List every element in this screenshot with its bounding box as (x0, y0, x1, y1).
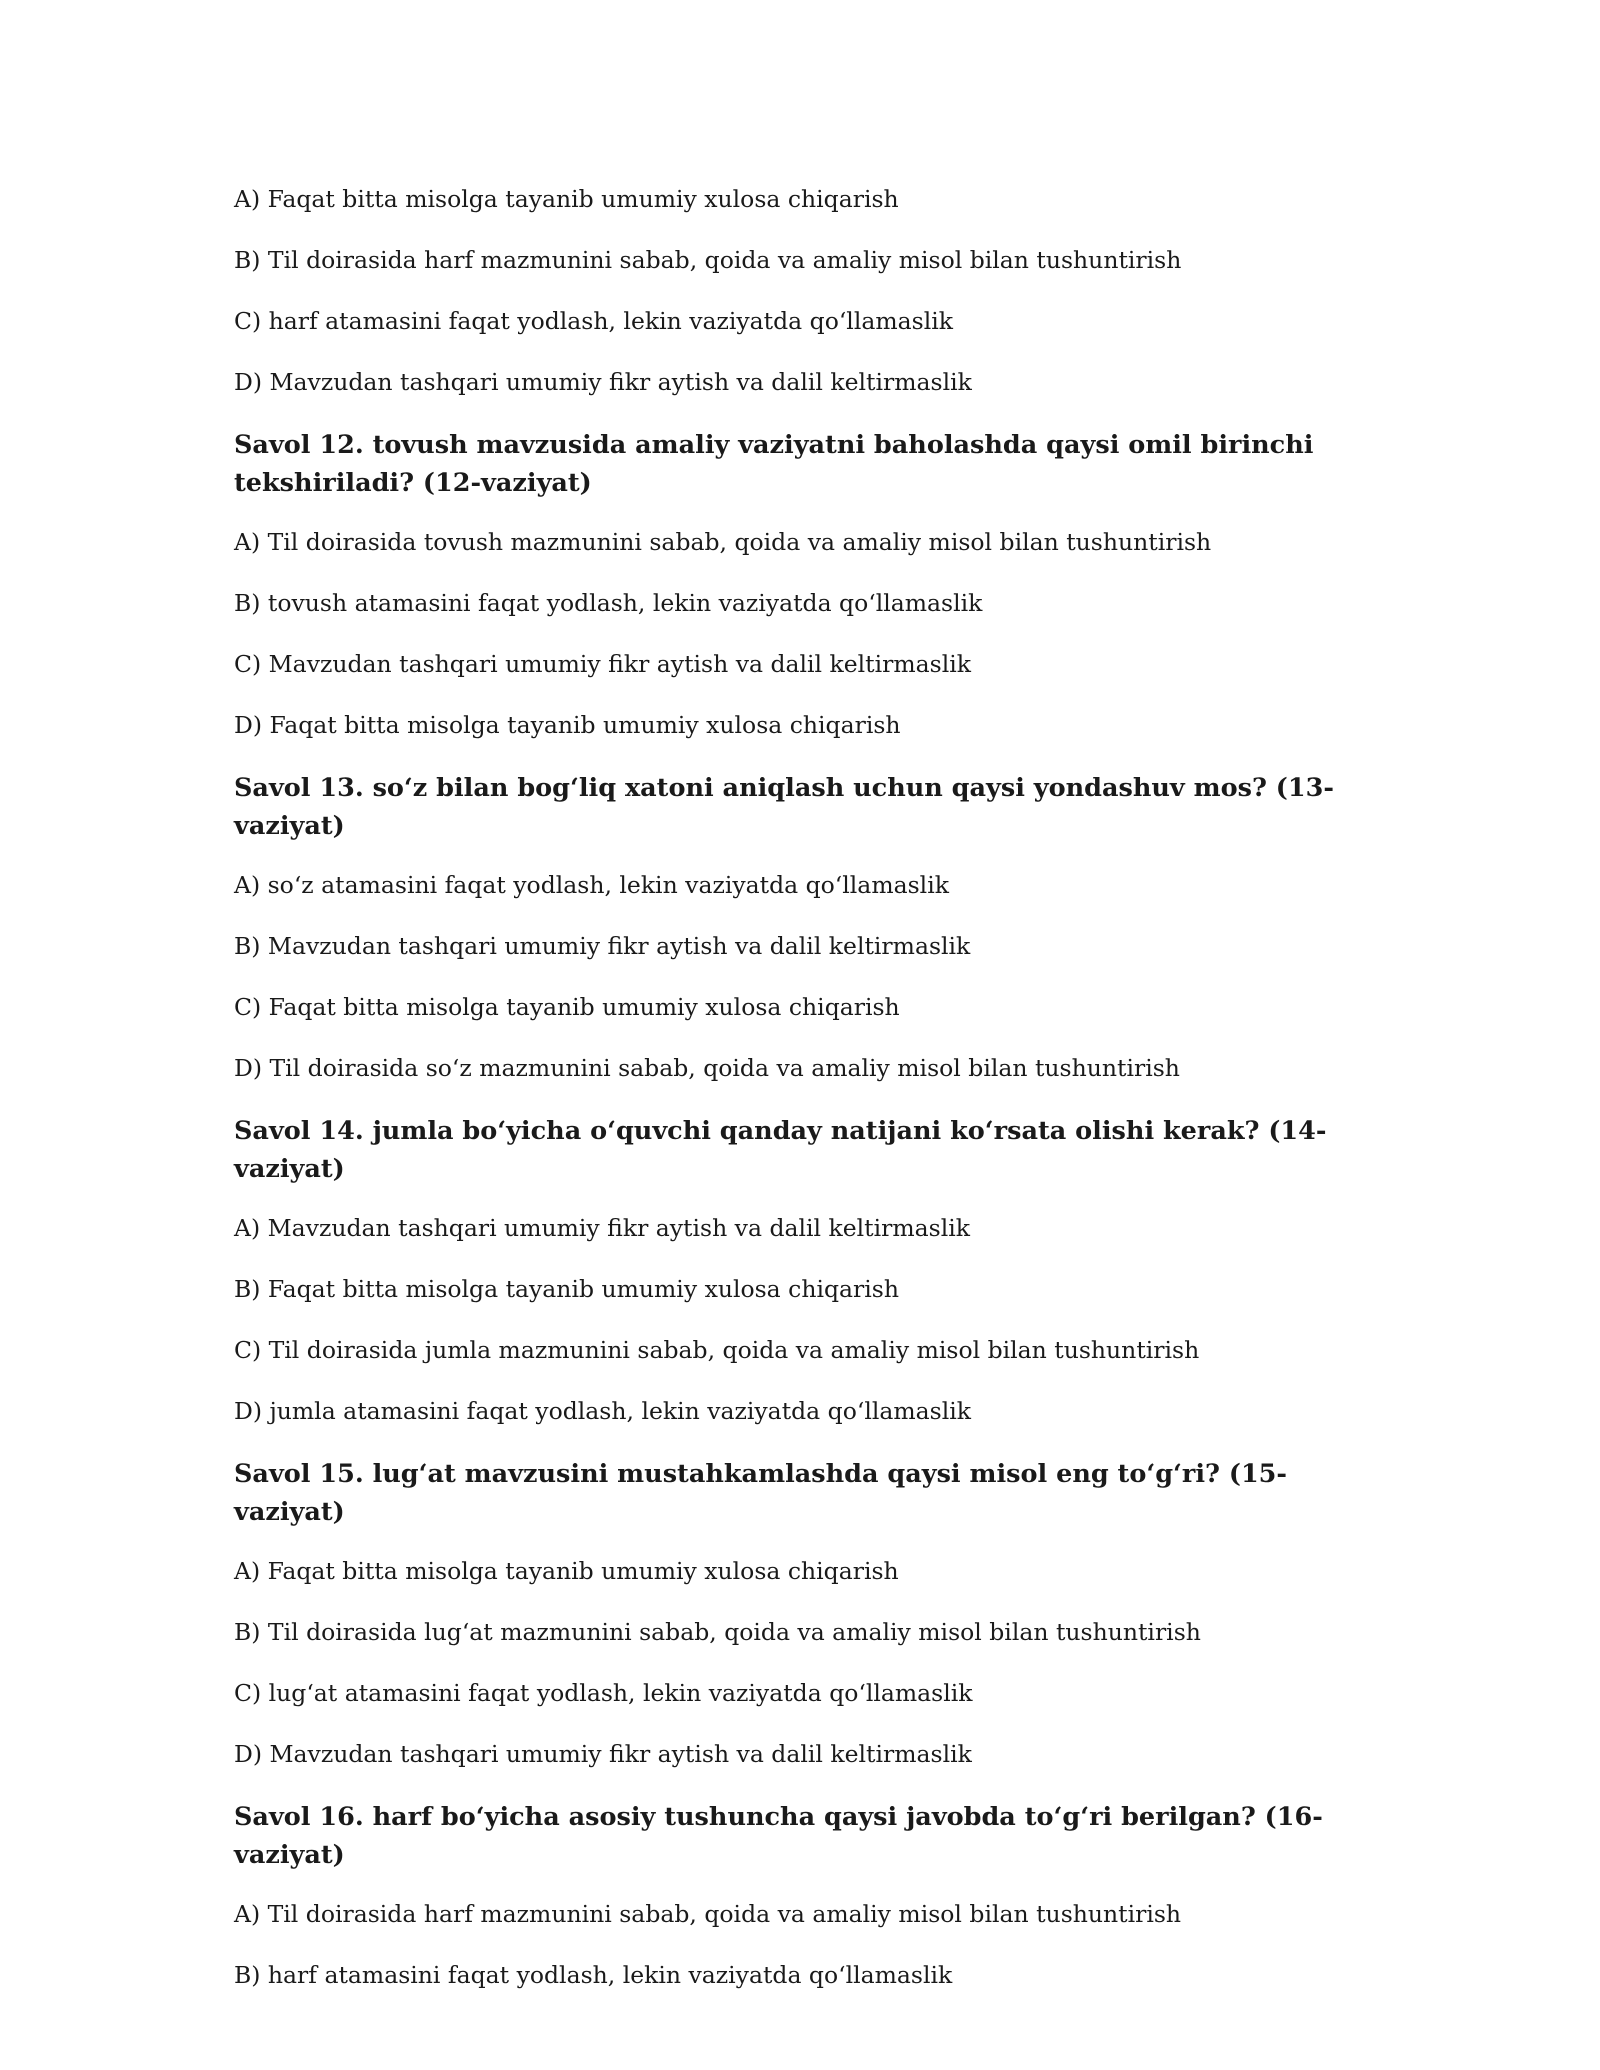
question-block-14 (234, 1112, 1374, 1428)
answer-option: C) harf atamasini faqat yodlash, lekin vaziyatda qo‘llamaslik (234, 307, 953, 335)
answer-option: C) Mavzudan tashqari umumiy fikr aytish va dalil keltirmaslik (234, 650, 972, 678)
answer-option: D) Mavzudan tashqari umumiy fikr aytish va dalil keltirmaslik (234, 368, 972, 396)
answer-option: A) Mavzudan tashqari umumiy fikr aytish va dalil keltirmaslik (234, 1214, 970, 1242)
question-title: Savol 13. so‘z bilan bog‘liq xatoni aniqlash uchun qaysi yondashuv mos? (13-vaziyat) (234, 773, 1334, 841)
answer-option: A) Til doirasida harf mazmunini sabab, qoida va amaliy misol bilan tushuntirish (234, 1900, 1182, 1928)
answer-option: B) Faqat bitta misolga tayanib umumiy xulosa chiqarish (234, 1275, 899, 1303)
question-title: Savol 16. harf bo‘yicha asosiy tushuncha qaysi javobda to‘g‘ri berilgan? (16-vaziyat) (234, 1802, 1323, 1870)
answer-option: A) so‘z atamasini faqat yodlash, lekin vaziyatda qo‘llamaslik (234, 871, 949, 899)
answer-option: B) Til doirasida harf mazmunini sabab, qoida va amaliy misol bilan tushuntirish (234, 246, 1182, 274)
question-title: Savol 12. tovush mavzusida amaliy vaziyatni baholashda qaysi omil birinchi tekshiriladi? (12-vaziyat) (234, 430, 1314, 498)
question-block-13 (234, 769, 1374, 1085)
answer-option: D) jumla atamasini faqat yodlash, lekin vaziyatda qo‘llamaslik (234, 1397, 971, 1425)
answer-option: A) Til doirasida tovush mazmunini sabab, qoida va amaliy misol bilan tushuntirish (234, 528, 1212, 556)
answer-option: B) Til doirasida lug‘at mazmunini sabab, qoida va amaliy misol bilan tushuntirish (234, 1618, 1201, 1646)
question-title: Savol 15. lug‘at mavzusini mustahkamlashda qaysi misol eng to‘g‘ri? (15-vaziyat) (234, 1459, 1288, 1527)
answer-option: B) harf atamasini faqat yodlash, lekin vaziyatda qo‘llamaslik (234, 1961, 953, 1989)
question-block-16 (234, 1798, 1374, 1992)
question-block-12 (234, 426, 1374, 742)
answer-option: D) Faqat bitta misolga tayanib umumiy xulosa chiqarish (234, 711, 901, 739)
question-title: Savol 14. jumla bo‘yicha o‘quvchi qanday natijani ko‘rsata olishi kerak? (14-vaziyat) (234, 1116, 1327, 1184)
answer-option: B) tovush atamasini faqat yodlash, lekin vaziyatda qo‘llamaslik (234, 589, 983, 617)
answer-option: C) Til doirasida jumla mazmunini sabab, qoida va amaliy misol bilan tushuntirish (234, 1336, 1200, 1364)
answer-option: D) Mavzudan tashqari umumiy fikr aytish va dalil keltirmaslik (234, 1740, 972, 1768)
answer-option: C) lug‘at atamasini faqat yodlash, lekin vaziyatda qo‘llamaslik (234, 1679, 973, 1707)
answer-option: A) Faqat bitta misolga tayanib umumiy xulosa chiqarish (234, 1557, 899, 1585)
answer-option: A) Faqat bitta misolga tayanib umumiy xulosa chiqarish (234, 185, 899, 213)
question-block-15 (234, 1455, 1374, 1771)
answer-option: B) Mavzudan tashqari umumiy fikr aytish va dalil keltirmaslik (234, 932, 971, 960)
answer-option: C) Faqat bitta misolga tayanib umumiy xulosa chiqarish (234, 993, 900, 1021)
document-page (234, 182, 1374, 2019)
answer-option: D) Til doirasida so‘z mazmunini sabab, qoida va amaliy misol bilan tushuntirish (234, 1054, 1180, 1082)
leading-options (234, 182, 1374, 399)
